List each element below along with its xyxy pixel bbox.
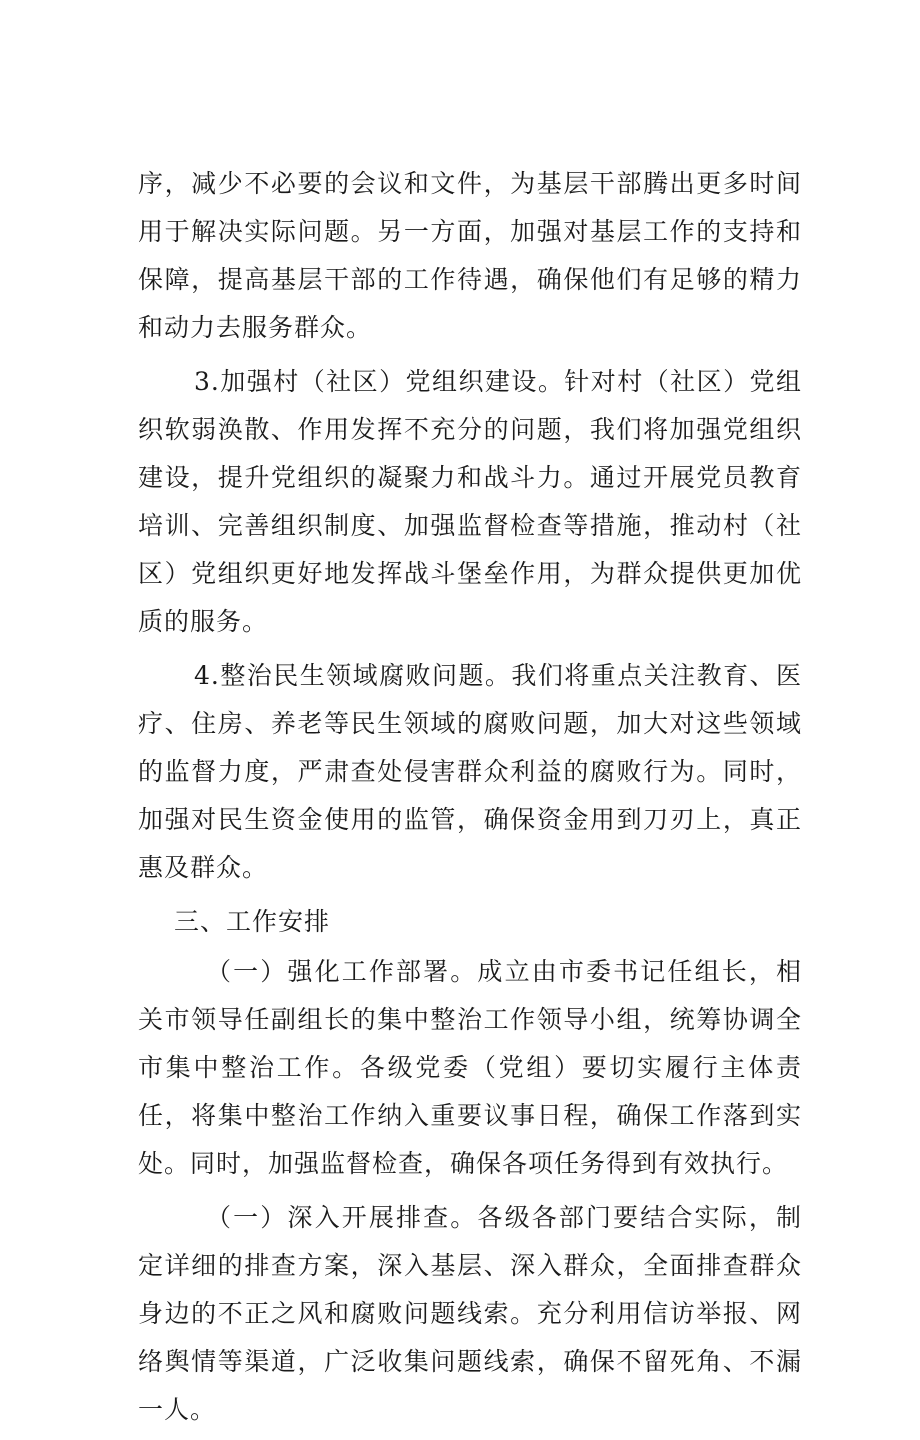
paragraph-item-3: 3.加强村（社区）党组织建设。针对村（社区）党组织软弱涣散、作用发挥不充分的问题，我们将加强党组织建设，提升党组织的凝聚力和战斗力。通过开展党员教育培训、完善组织制度、加强监督检查等措施，推动村（社区）党组织更好地发挥战斗堡垒作用，为群众提供更加优质的服务。: [138, 367, 802, 636]
section-heading: 三、工作安排: [174, 907, 331, 936]
paragraph-investigation: （一）深入开展排查。各级各部门要结合实际，制定详细的排查方案，深入基层、深入群众，全面排查群众身边的不正之风和腐败问题线索。充分利用信访举报、网络舆情等渠道，广泛收集问题线索，确保不留死角、不漏一人。: [138, 1203, 802, 1424]
paragraph-work-deployment: （一）强化工作部署。成立由市委书记任组长，相关市领导任副组长的集中整治工作领导小组，统筹协调全市集中整治工作。各级党委（党组）要切实履行主体责任，将集中整治工作纳入重要议事日程，确保工作落到实处。同时，加强监督检查，确保各项任务得到有效执行。: [138, 957, 802, 1178]
paragraph-item-4: 4.整治民生领域腐败问题。我们将重点关注教育、医疗、住房、养老等民生领域的腐败问题，加大对这些领域的监督力度，严肃查处侵害群众利益的腐败行为。同时，加强对民生资金使用的监管，确保资金用到刀刃上，真正惠及群众。: [138, 661, 802, 882]
document-body: [138, 160, 802, 1440]
paragraph-continuation: 序，减少不必要的会议和文件，为基层干部腾出更多时间用于解决实际问题。另一方面，加强对基层工作的支持和保障，提高基层干部的工作待遇，确保他们有足够的精力和动力去服务群众。: [138, 169, 802, 342]
